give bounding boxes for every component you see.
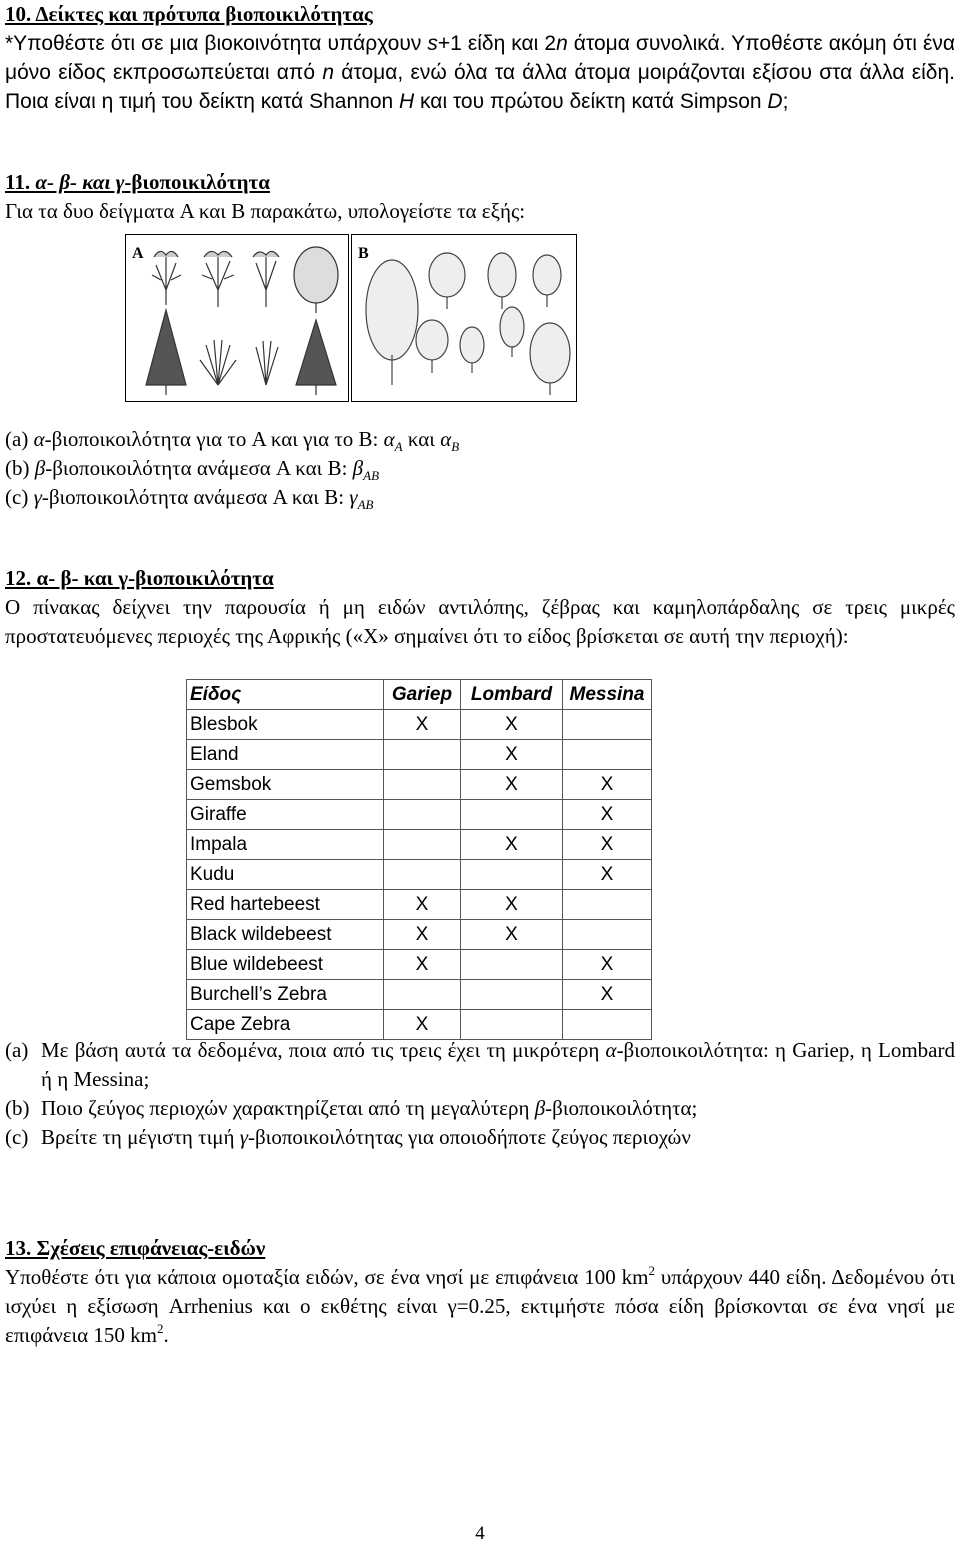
cell-lombard xyxy=(461,950,563,980)
q11-a-greek: α xyxy=(33,427,45,451)
cell-messina xyxy=(563,740,652,770)
table-row xyxy=(187,980,652,1010)
species-name: Impala xyxy=(187,830,384,860)
cell-lombard xyxy=(461,860,563,890)
q10-var-n: n xyxy=(556,32,568,55)
species-name: Burchell’s Zebra xyxy=(187,980,384,1010)
cell-messina: X xyxy=(563,980,652,1010)
q11-c-text: -βιοποικοιλότητα ανάμεσα A και B: xyxy=(41,485,350,509)
q13-text-part: Υποθέστε ότι για κάποια ομοταξία ειδών, σε ένα νησί με επιφάνεια 100 km xyxy=(5,1265,649,1289)
table-row xyxy=(187,740,652,770)
q12-b-greek: β xyxy=(534,1096,546,1120)
q12-part-b xyxy=(5,1094,955,1123)
shrub-icon xyxy=(152,251,181,305)
cell-lombard: X xyxy=(461,920,563,950)
q12-b-text-part: -βιοποικοιλότητα; xyxy=(545,1096,698,1120)
q12-heading xyxy=(5,564,955,593)
q10-var-h: H xyxy=(399,90,415,113)
sample-b-label: B xyxy=(358,245,369,262)
table-row xyxy=(187,830,652,860)
species-name: Gemsbok xyxy=(187,770,384,800)
q13-superscript: 2 xyxy=(157,1321,164,1336)
q12-part-a xyxy=(5,1036,955,1094)
q12-a-text-part: -βιοποικοιλότητα: η Gariep, η Lombard ή η Messina; xyxy=(41,1038,955,1091)
cell-gariep: X xyxy=(384,890,461,920)
q10-text-part: άτομα συνολικά. Υποθέστε ακόμη ότι ένα μόνο είδος εκπροσωπεύεται από xyxy=(5,32,955,84)
q10-text-part: και του πρώτου δείκτη κατά Simpson xyxy=(414,90,768,113)
cell-lombard: X xyxy=(461,740,563,770)
q11-heading xyxy=(5,168,955,197)
q11-part-c xyxy=(5,483,955,512)
q11-c-subscript: AB xyxy=(357,497,374,512)
cell-gariep xyxy=(384,770,461,800)
q12-c-text-part: Βρείτε τη μέγιστη τιμή xyxy=(41,1125,240,1149)
q11-b-symbol: β xyxy=(352,456,364,480)
small-tree-icon xyxy=(500,307,524,357)
species-name: Black wildebeest xyxy=(187,920,384,950)
q11-a-symbol: α xyxy=(383,427,395,451)
sample-b-figure xyxy=(351,234,577,402)
species-name: Cape Zebra xyxy=(187,1010,384,1040)
q11-heading-rest: -βιοποικιλότητα xyxy=(124,170,270,194)
q13-superscript: 2 xyxy=(648,1263,655,1278)
q12-b-label: (b) xyxy=(5,1096,30,1120)
q11-c-greek: γ xyxy=(33,485,42,509)
page-number: 4 xyxy=(475,1523,485,1544)
q11-b-text: -βιοποικοιλότητα ανάμεσα A και B: xyxy=(45,456,353,480)
header-messina: Messina xyxy=(563,680,652,710)
cell-lombard: X xyxy=(461,710,563,740)
table-row xyxy=(187,1010,652,1040)
q12-heading-num: 12. xyxy=(5,566,37,590)
table-row xyxy=(187,860,652,890)
q13-text-part: υπάρχουν 440 είδη. Δεδομένου ότι ισχύει η εξίσωση Arrhenius και ο εκθέτης είναι γ=0.25, εκτιμήστε πόσα είδη βρίσκονται σε ένα νησί με επιφάνεια 150 km xyxy=(5,1265,955,1347)
cell-messina: X xyxy=(563,950,652,980)
grass-icon xyxy=(256,341,278,385)
cell-gariep: X xyxy=(384,710,461,740)
small-tree-icon xyxy=(429,253,465,309)
cell-messina xyxy=(563,890,652,920)
q10-text xyxy=(5,29,955,116)
small-tree-icon xyxy=(488,253,516,309)
sample-b-trees-illustration xyxy=(352,235,576,401)
cell-gariep: X xyxy=(384,1010,461,1040)
q13-heading: 13. Σχέσεις επιφάνειας-ειδών xyxy=(5,1236,266,1260)
cell-gariep xyxy=(384,740,461,770)
shrub-icon xyxy=(253,251,279,307)
table-row xyxy=(187,710,652,740)
q11-c-symbol: γ xyxy=(349,485,358,509)
cell-messina xyxy=(563,710,652,740)
table-row xyxy=(187,890,652,920)
cell-messina xyxy=(563,1010,652,1040)
q12-a-label: (a) xyxy=(5,1038,29,1062)
cell-messina: X xyxy=(563,800,652,830)
cell-lombard xyxy=(461,800,563,830)
q11-intro: Για τα δυο δείγματα A και B παρακάτω, υπολογείστε τα εξής: xyxy=(5,199,526,223)
q10-var-n: n xyxy=(322,61,335,84)
q11-b-label: (b) xyxy=(5,456,35,480)
shrub-icon xyxy=(202,251,234,307)
table-header-row xyxy=(187,680,652,710)
q10-text-part: άτομα, ενώ όλα τα άλλα άτομα μοιράζονται εξίσου στα άλλα είδη. Ποια είναι η τιμή του δείκτη κατά Shannon xyxy=(5,61,955,113)
q11-a-subscript: B xyxy=(451,439,460,454)
q12-c-greek: γ xyxy=(239,1125,248,1149)
species-name: Blue wildebeest xyxy=(187,950,384,980)
species-name: Blesbok xyxy=(187,710,384,740)
cell-gariep xyxy=(384,980,461,1010)
species-name: Eland xyxy=(187,740,384,770)
cell-messina: X xyxy=(563,770,652,800)
species-presence-table xyxy=(186,679,652,1040)
q12-subquestions xyxy=(5,1036,955,1152)
cell-lombard xyxy=(461,980,563,1010)
q12-a-text-part: Με βάση αυτά τα δεδομένα, ποια από τις τρεις έχει τη μικρότερη xyxy=(41,1038,606,1062)
conifer-icon xyxy=(146,310,186,395)
q12-c-label: (c) xyxy=(5,1125,29,1149)
deciduous-tree-icon xyxy=(366,260,418,385)
header-gariep: Gariep xyxy=(384,680,461,710)
cell-lombard xyxy=(461,1010,563,1040)
q11-part-b xyxy=(5,454,955,483)
q11-heading-num: 11. xyxy=(5,170,36,194)
deciduous-tree-icon xyxy=(530,323,570,395)
conifer-icon xyxy=(296,320,336,395)
q12-b-text xyxy=(41,1094,955,1123)
small-tree-icon xyxy=(460,327,484,373)
question-11 xyxy=(5,168,955,226)
q12-heading-text: α- β- και γ-βιοποικιλότητα xyxy=(36,566,274,590)
q12-b-text-part: Ποιο ζεύγος περιοχών χαρακτηρίζεται από τη μεγαλύτερη xyxy=(41,1096,535,1120)
cell-lombard: X xyxy=(461,830,563,860)
q12-c-text-part: -βιοποικοιλότητας για οποιοδήποτε ζεύγος περιοχών xyxy=(248,1125,691,1149)
q11-a-symbol: α xyxy=(440,427,452,451)
cell-gariep: X xyxy=(384,920,461,950)
grass-icon xyxy=(200,340,236,385)
q10-var-s: s xyxy=(427,32,438,55)
q12-a-greek: α xyxy=(605,1038,617,1062)
species-name: Kudu xyxy=(187,860,384,890)
small-tree-icon xyxy=(533,255,561,307)
table-row xyxy=(187,950,652,980)
table-row xyxy=(187,800,652,830)
sample-a-trees-illustration xyxy=(126,235,348,401)
q10-var-d: D xyxy=(767,90,783,113)
q11-c-label: (c) xyxy=(5,485,34,509)
cell-lombard: X xyxy=(461,770,563,800)
cell-gariep xyxy=(384,800,461,830)
round-tree-icon xyxy=(294,247,338,313)
q11-b-subscript: AB xyxy=(363,468,380,483)
q12-intro: Ο πίνακας δείχνει την παρουσία ή μη ειδών αντιλόπης, ζέβρας και καμηλοπάρδαλης σε τρεις μικρές προστατευόμενες περιοχές της Αφρικής («X» σημαίνει ότι το είδος βρίσκεται σε αυτή την περιοχή): xyxy=(5,595,955,648)
q11-a-subscript: A xyxy=(394,439,403,454)
q12-a-text xyxy=(41,1036,955,1094)
q11-a-and: και xyxy=(402,427,441,451)
q11-a-label: (a) xyxy=(5,427,34,451)
q10-text-part: +1 είδη και 2 xyxy=(437,32,557,55)
header-lombard: Lombard xyxy=(461,680,563,710)
cell-messina: X xyxy=(563,860,652,890)
species-name: Red hartebeest xyxy=(187,890,384,920)
q11-a-text: -βιοποικοιλότητα για το A και για το B: xyxy=(44,427,384,451)
q12-part-c xyxy=(5,1123,955,1152)
question-10 xyxy=(5,0,955,116)
cell-gariep: X xyxy=(384,950,461,980)
question-13 xyxy=(5,1234,955,1350)
cell-gariep xyxy=(384,860,461,890)
cell-lombard: X xyxy=(461,890,563,920)
small-tree-icon xyxy=(416,320,448,373)
question-12 xyxy=(5,564,955,651)
q11-b-greek: β xyxy=(34,456,46,480)
table-row xyxy=(187,920,652,950)
sample-a-label: A xyxy=(132,245,144,262)
table-row xyxy=(187,770,652,800)
q10-text-part: ; xyxy=(782,90,789,113)
cell-messina xyxy=(563,920,652,950)
q13-text-part: . xyxy=(163,1323,169,1347)
q10-text-part: *Υποθέστε ότι σε μια βιοκοινότητα υπάρχουν xyxy=(5,32,428,55)
cell-messina: X xyxy=(563,830,652,860)
q12-c-text xyxy=(41,1123,955,1152)
q10-heading: 10. Δείκτες και πρότυπα βιοποικιλότητας xyxy=(5,2,373,26)
q11-part-a xyxy=(5,425,955,454)
header-species: Είδος xyxy=(187,680,384,710)
species-name: Giraffe xyxy=(187,800,384,830)
q11-subquestions xyxy=(5,425,955,512)
sample-a-figure xyxy=(125,234,349,402)
q13-text xyxy=(5,1263,955,1350)
cell-gariep xyxy=(384,830,461,860)
q11-heading-italic: α- β- και γ xyxy=(35,170,125,194)
